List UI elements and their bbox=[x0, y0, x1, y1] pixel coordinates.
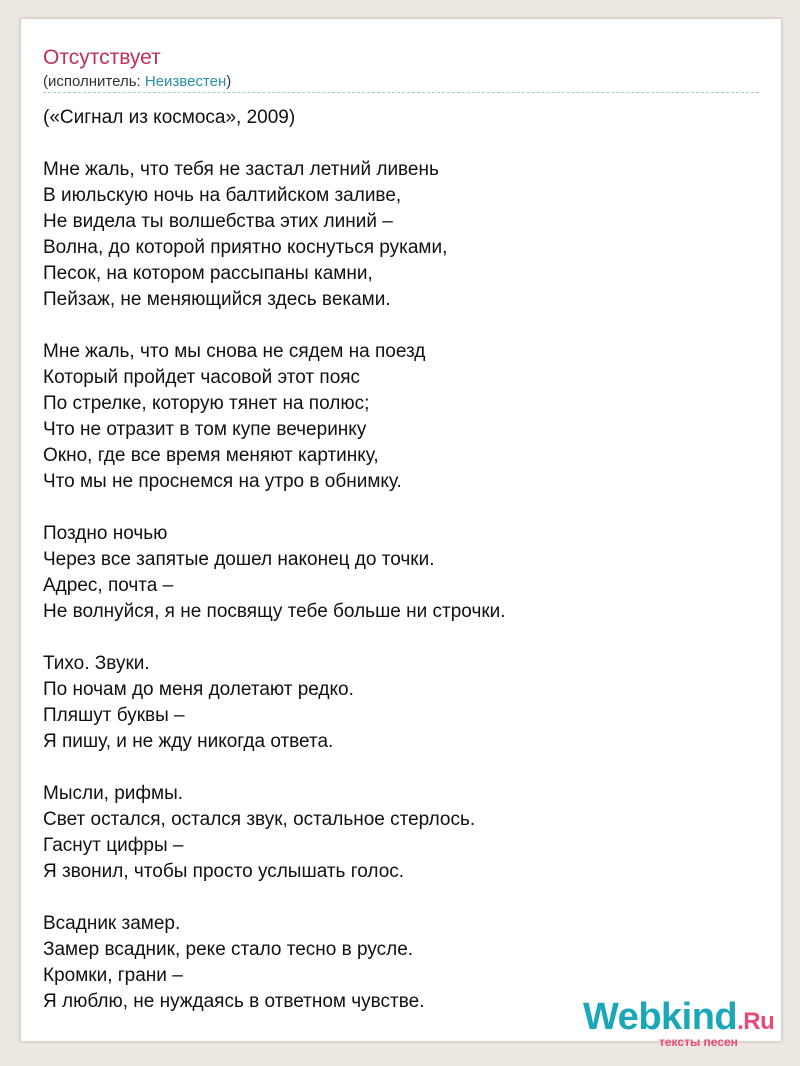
artist-suffix: ) bbox=[226, 73, 232, 90]
logo-suffix-text: .Ru bbox=[737, 1008, 775, 1035]
dashed-divider bbox=[43, 92, 759, 93]
artist-prefix: (исполнитель: bbox=[43, 73, 145, 90]
lyrics-card bbox=[20, 18, 782, 1049]
artist-line bbox=[43, 73, 231, 91]
webkind-logo[interactable] bbox=[583, 995, 783, 1051]
artist-link[interactable]: Неизвестен bbox=[144, 73, 227, 90]
lyrics-text: («Сигнал из космоса», 2009) Мне жаль, что тебя не застал летний ливень В июльскую ночь на балтийском заливе, Не видела ты волшебства этих линий – Волна, до которой приятно коснуться руками, Песок, на котором рассыпаны камни, Пейзаж, не меняющийся здесь веками. Мне жаль, что мы снова не сядем на поезд Который пройдет часовой этот пояс По стрелке, которую тянет на полюс; Что не отразит в том купе вечеринку Окно, где все время меняют картинку, Что мы не проснемся на утро в обнимку. Поздно ночью Через все запятые дошел наконец до точки. Адрес, почта – Не волнуйся, я не посвящу тебе больше ни строчки. Тихо. Звуки. По ночам до меня долетают редко. Пляшут буквы – Я пишу, и не жду никогда ответа. Мысли, рифмы. Свет остался, остался звук, остальное стерлось. Гаснут цифры – Я звонил, чтобы просто услышать голос. Всадник замер. Замер всадник, реке стало тесно в русле. Кромки, грани – Я люблю, не нуждаясь в ответном чувстве. bbox=[43, 107, 506, 1012]
logo-tagline: тексты песен bbox=[659, 1035, 738, 1049]
logo-main-text: Webkind bbox=[583, 996, 738, 1038]
song-title: Отсутствует bbox=[43, 46, 161, 69]
